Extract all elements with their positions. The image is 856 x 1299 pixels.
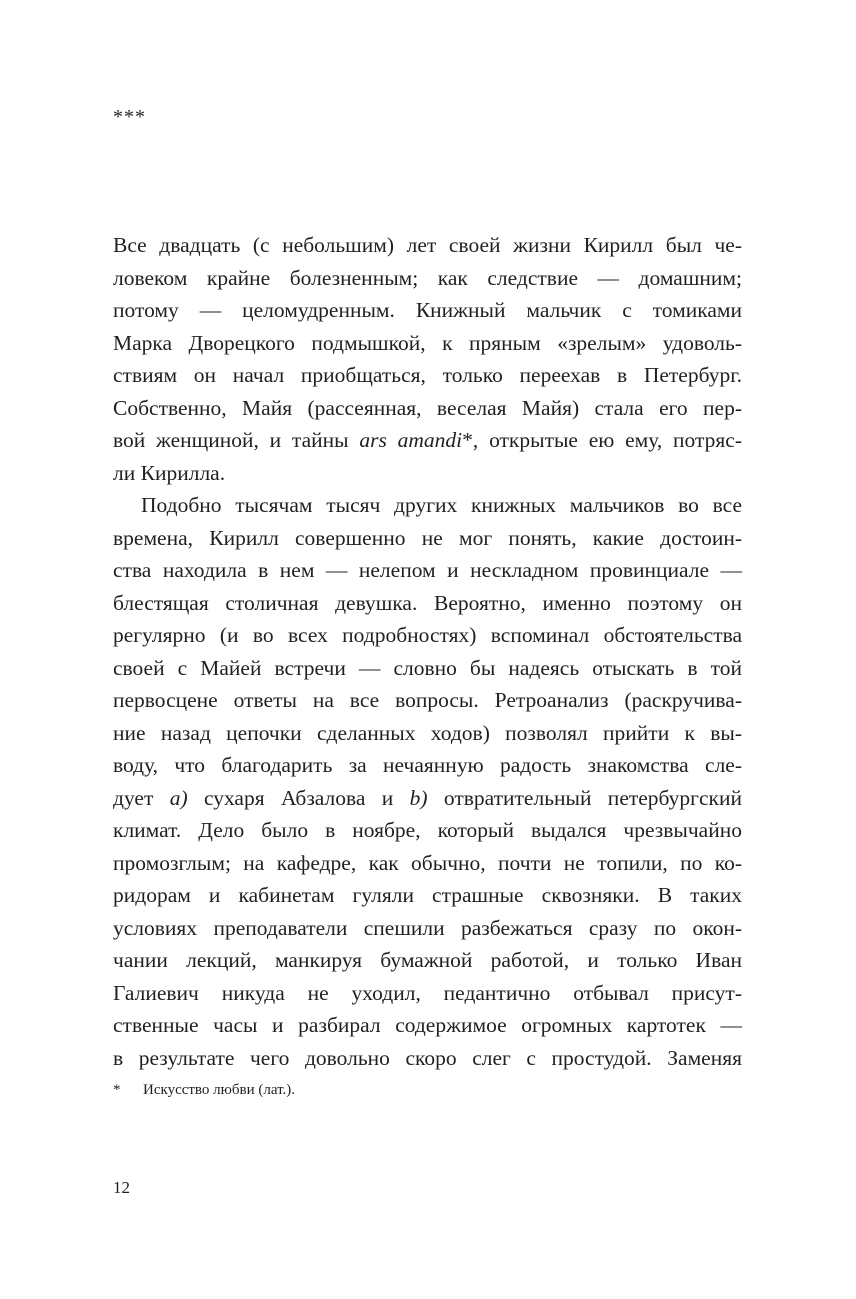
text-line xyxy=(113,489,742,522)
text-segment: Все двадцать (с небольшим) лет своей жизни Кирилл был че- xyxy=(113,233,742,257)
text-segment: дует xyxy=(113,785,170,810)
text-line xyxy=(113,652,742,685)
text-segment: вой женщиной, и тайны xyxy=(113,428,360,452)
text-segment: *, открытые ею ему, потряс- xyxy=(462,428,742,452)
text-segment: потому — целомудренным. Книжный мальчик с томиками xyxy=(113,298,742,322)
text-line xyxy=(113,814,742,847)
text-line xyxy=(113,229,742,262)
page-number: 12 xyxy=(113,1178,130,1197)
section-separator: *** xyxy=(113,106,146,128)
text-line xyxy=(113,522,742,555)
text-line xyxy=(113,717,742,750)
text-segment: ства находила в нем — нелепом и нескладном провинциале — xyxy=(113,558,742,582)
text-segment: времена, Кирилл совершенно не мог понять, какие достоин- xyxy=(113,525,742,550)
text-segment: первосцене ответы на все вопросы. Ретроанализ (раскручива- xyxy=(113,688,742,712)
text-line xyxy=(113,359,742,392)
text-line xyxy=(113,847,742,880)
text-line xyxy=(113,977,742,1010)
text-segment: ли Кирилла. xyxy=(113,460,226,485)
text-line xyxy=(113,554,742,587)
text-line xyxy=(113,879,742,912)
italic-text: b) xyxy=(409,785,428,810)
text-line xyxy=(113,944,742,977)
text-segment: промозглым; на кафедре, как обычно, почти не топили, по ко- xyxy=(113,850,742,875)
text-segment: ридорам и кабинетам гуляли страшные сквозняки. В таких xyxy=(113,883,742,907)
text-segment: воду, что благодарить за нечаянную радость знакомства сле- xyxy=(113,753,742,777)
text-line xyxy=(113,392,742,425)
text-segment: блестящая столичная девушка. Вероятно, именно поэтому он xyxy=(113,590,742,615)
text-line xyxy=(113,912,742,945)
footnote xyxy=(113,1082,295,1099)
text-line xyxy=(113,424,742,457)
text-line xyxy=(113,1009,742,1042)
footnote-mark: * xyxy=(113,1082,121,1098)
text-line xyxy=(113,587,742,620)
text-segment: Собственно, Майя (рассеянная, веселая Майя) стала его пер- xyxy=(113,395,742,420)
text-segment: ние назад цепочки сделанных ходов) позволял прийти к вы- xyxy=(113,720,742,745)
italic-text: a) xyxy=(169,785,188,810)
text-segment: регулярно (и во всех подробностях) вспоминал обстоятельства xyxy=(113,623,742,647)
footnote-text: Искусство любви (лат.). xyxy=(143,1082,296,1098)
text-segment: ловеком крайне болезненным; как следствие — домашним; xyxy=(113,265,742,290)
text-segment: Подобно тысячам тысяч других книжных мальчиков во все xyxy=(141,493,742,517)
text-segment: чании лекций, манкируя бумажной работой, и только Иван xyxy=(113,948,742,972)
text-line xyxy=(113,684,742,717)
text-line xyxy=(113,262,742,295)
text-line xyxy=(113,294,742,327)
text-segment: отвратительный петербургский xyxy=(427,785,742,810)
body-text xyxy=(113,229,742,1074)
text-line xyxy=(113,782,742,815)
text-segment: условиях преподаватели спешили разбежаться сразу по окон- xyxy=(113,915,742,940)
text-segment: сухаря Абзалова и xyxy=(187,785,410,810)
text-line xyxy=(113,749,742,782)
text-segment: ствиям он начал приобщаться, только переехав в Петербург. xyxy=(113,363,742,387)
text-segment: Марка Дворецкого подмышкой, к пряным «зрелым» удоволь- xyxy=(113,330,742,355)
text-line xyxy=(113,1042,742,1075)
italic-text: ars amandi xyxy=(359,428,463,452)
text-line xyxy=(113,619,742,652)
text-line xyxy=(113,457,742,490)
text-segment: в результате чего довольно скоро слег с простудой. Заменяя xyxy=(113,1045,742,1070)
text-segment: климат. Дело было в ноябре, который выдался чрезвычайно xyxy=(113,818,742,842)
text-segment: ственные часы и разбирал содержимое огромных картотек — xyxy=(113,1013,742,1037)
paragraph xyxy=(113,229,742,489)
text-line xyxy=(113,327,742,360)
text-segment: Галиевич никуда не уходил, педантично отбывал присут- xyxy=(113,980,742,1005)
text-segment: своей с Майей встречи — словно бы надеясь отыскать в той xyxy=(113,655,742,680)
paragraph xyxy=(113,489,742,1074)
